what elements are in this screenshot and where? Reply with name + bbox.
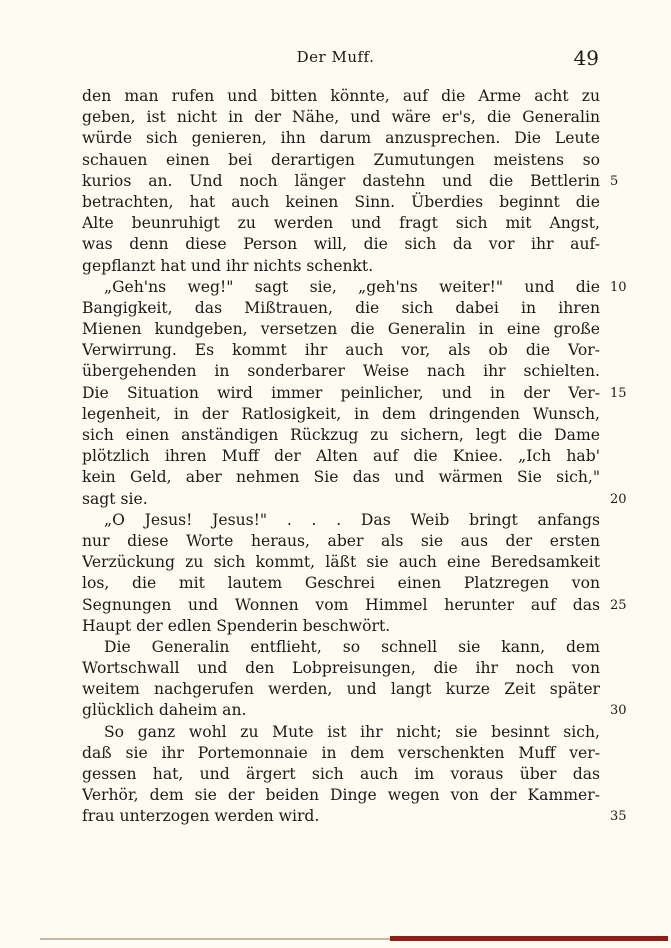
line-text: legenheit, in der Ratlosigkeit, in dem dringenden Wunsch, bbox=[82, 404, 600, 423]
text-line bbox=[82, 531, 600, 552]
line-text: los, die mit lautem Geschrei einen Platzregen von bbox=[82, 574, 600, 593]
body-text bbox=[82, 86, 627, 828]
line-number: 35 bbox=[610, 809, 627, 825]
text-line bbox=[82, 213, 600, 234]
line-text: „Geh'ns weg!" sagt sie, „geh'ns weiter!" und die bbox=[104, 277, 600, 296]
text-line bbox=[82, 806, 627, 827]
text-line bbox=[82, 573, 600, 594]
text-line bbox=[82, 510, 600, 531]
line-text: schauen einen bei derartigen Zumutungen meistens so bbox=[82, 150, 600, 169]
line-text: Die Generalin entflieht, so schnell sie kann, dem bbox=[104, 637, 600, 656]
line-text: Segnungen und Wonnen vom Himmel herunter auf das bbox=[82, 595, 600, 614]
text-line bbox=[82, 552, 600, 573]
text-line bbox=[82, 489, 627, 510]
text-line bbox=[82, 150, 600, 171]
text-line bbox=[82, 277, 627, 298]
line-text: Mienen kundgeben, versetzen die Generalin in eine große bbox=[82, 320, 600, 339]
line-text: gessen hat, und ärgert sich auch im voraus über das bbox=[82, 765, 600, 783]
text-line bbox=[82, 658, 600, 679]
text-line bbox=[82, 192, 600, 213]
line-text: nur diese Worte heraus, aber als sie aus der ersten bbox=[82, 531, 600, 550]
text-line bbox=[82, 234, 600, 255]
line-text: So ganz wohl zu Mute ist ihr nicht; sie besinnt sich, bbox=[104, 722, 600, 741]
page-edge-shadow bbox=[40, 938, 390, 940]
line-text: frau unterzogen werden wird. bbox=[82, 807, 320, 826]
text-line bbox=[82, 722, 600, 743]
page-edge-binding bbox=[390, 936, 668, 941]
line-text: daß sie ihr Portemonnaie in dem verschenkten Muff ver- bbox=[82, 743, 600, 762]
line-text: „O Jesus! Jesus!" . . . Das Weib bringt anfangs bbox=[104, 510, 600, 529]
text-line bbox=[82, 404, 600, 425]
text-line bbox=[82, 128, 600, 149]
text-line bbox=[82, 764, 600, 785]
line-text: übergehenden in sonderbarer Weise nach ihr schielten. bbox=[82, 362, 600, 381]
text-line bbox=[82, 425, 600, 446]
line-number: 15 bbox=[610, 385, 627, 401]
line-text: Verzückung zu sich kommt, läßt sie auch eine Beredsamkeit bbox=[82, 553, 600, 572]
line-text: geben, ist nicht in der Nähe, und wäre er's, die Generalin bbox=[82, 108, 600, 127]
text-line bbox=[82, 298, 600, 319]
line-text: was denn diese Person will, die sich da vor ihr auf- bbox=[82, 235, 600, 254]
line-text: sagt sie. bbox=[82, 489, 148, 508]
line-text: glücklich daheim an. bbox=[82, 701, 247, 720]
line-text: sich einen anständigen Rückzug zu sichern, legt die Dame bbox=[82, 426, 600, 444]
text-line bbox=[82, 361, 600, 382]
line-text: betrachten, hat auch keinen Sinn. Überdies beginnt die bbox=[82, 192, 600, 211]
line-number: 5 bbox=[610, 173, 619, 189]
line-text: kurios an. Und noch länger dastehn und die Bettlerin bbox=[82, 171, 600, 190]
line-text: würde sich genieren, ihn darum anzusprechen. Die Leute bbox=[82, 129, 600, 148]
text-line bbox=[82, 319, 600, 340]
line-text: kein Geld, aber nehmen Sie das und wärmen Sie sich," bbox=[82, 468, 600, 487]
text-line bbox=[82, 595, 627, 616]
text-line bbox=[82, 383, 627, 404]
line-text: Verwirrung. Es kommt ihr auch vor, als ob die Vor- bbox=[82, 341, 600, 360]
line-text: Wortschwall und den Lobpreisungen, die ihr noch von bbox=[82, 659, 600, 678]
line-text: den man rufen und bitten könnte, auf die Arme acht zu bbox=[82, 87, 600, 105]
line-number: 20 bbox=[610, 491, 627, 507]
line-text: Haupt der edlen Spenderin beschwört. bbox=[82, 616, 391, 635]
line-text: Alte beunruhigt zu werden und fragt sich mit Angst, bbox=[82, 214, 600, 233]
text-line bbox=[82, 700, 627, 721]
line-text: Verhör, dem sie der beiden Dinge wegen von der Kammer- bbox=[82, 786, 600, 805]
running-title: Der Muff. bbox=[296, 48, 375, 66]
text-line bbox=[82, 171, 619, 192]
text-line bbox=[82, 616, 600, 637]
line-text: gepflanzt hat und ihr nichts schenkt. bbox=[82, 256, 374, 275]
line-number: 25 bbox=[610, 597, 627, 613]
text-line bbox=[82, 86, 600, 107]
line-text: plötzlich ihren Muff der Alten auf die Kniee. „Ich hab' bbox=[82, 447, 600, 466]
text-line bbox=[82, 256, 600, 277]
text-line bbox=[82, 743, 600, 764]
line-number: 10 bbox=[610, 279, 627, 295]
text-line bbox=[82, 107, 600, 128]
text-line bbox=[82, 637, 600, 658]
line-number: 30 bbox=[610, 703, 627, 719]
text-line bbox=[82, 467, 600, 488]
text-line bbox=[82, 340, 600, 361]
text-line bbox=[82, 785, 600, 806]
line-text: weitem nachgerufen werden, und langt kurze Zeit später bbox=[82, 680, 600, 699]
line-text: Die Situation wird immer peinlicher, und in der Ver- bbox=[82, 383, 600, 402]
text-line bbox=[82, 679, 600, 700]
page-number: 49 bbox=[573, 46, 599, 70]
text-line bbox=[82, 446, 600, 467]
line-text: Bangigkeit, das Mißtrauen, die sich dabei in ihren bbox=[82, 298, 600, 317]
